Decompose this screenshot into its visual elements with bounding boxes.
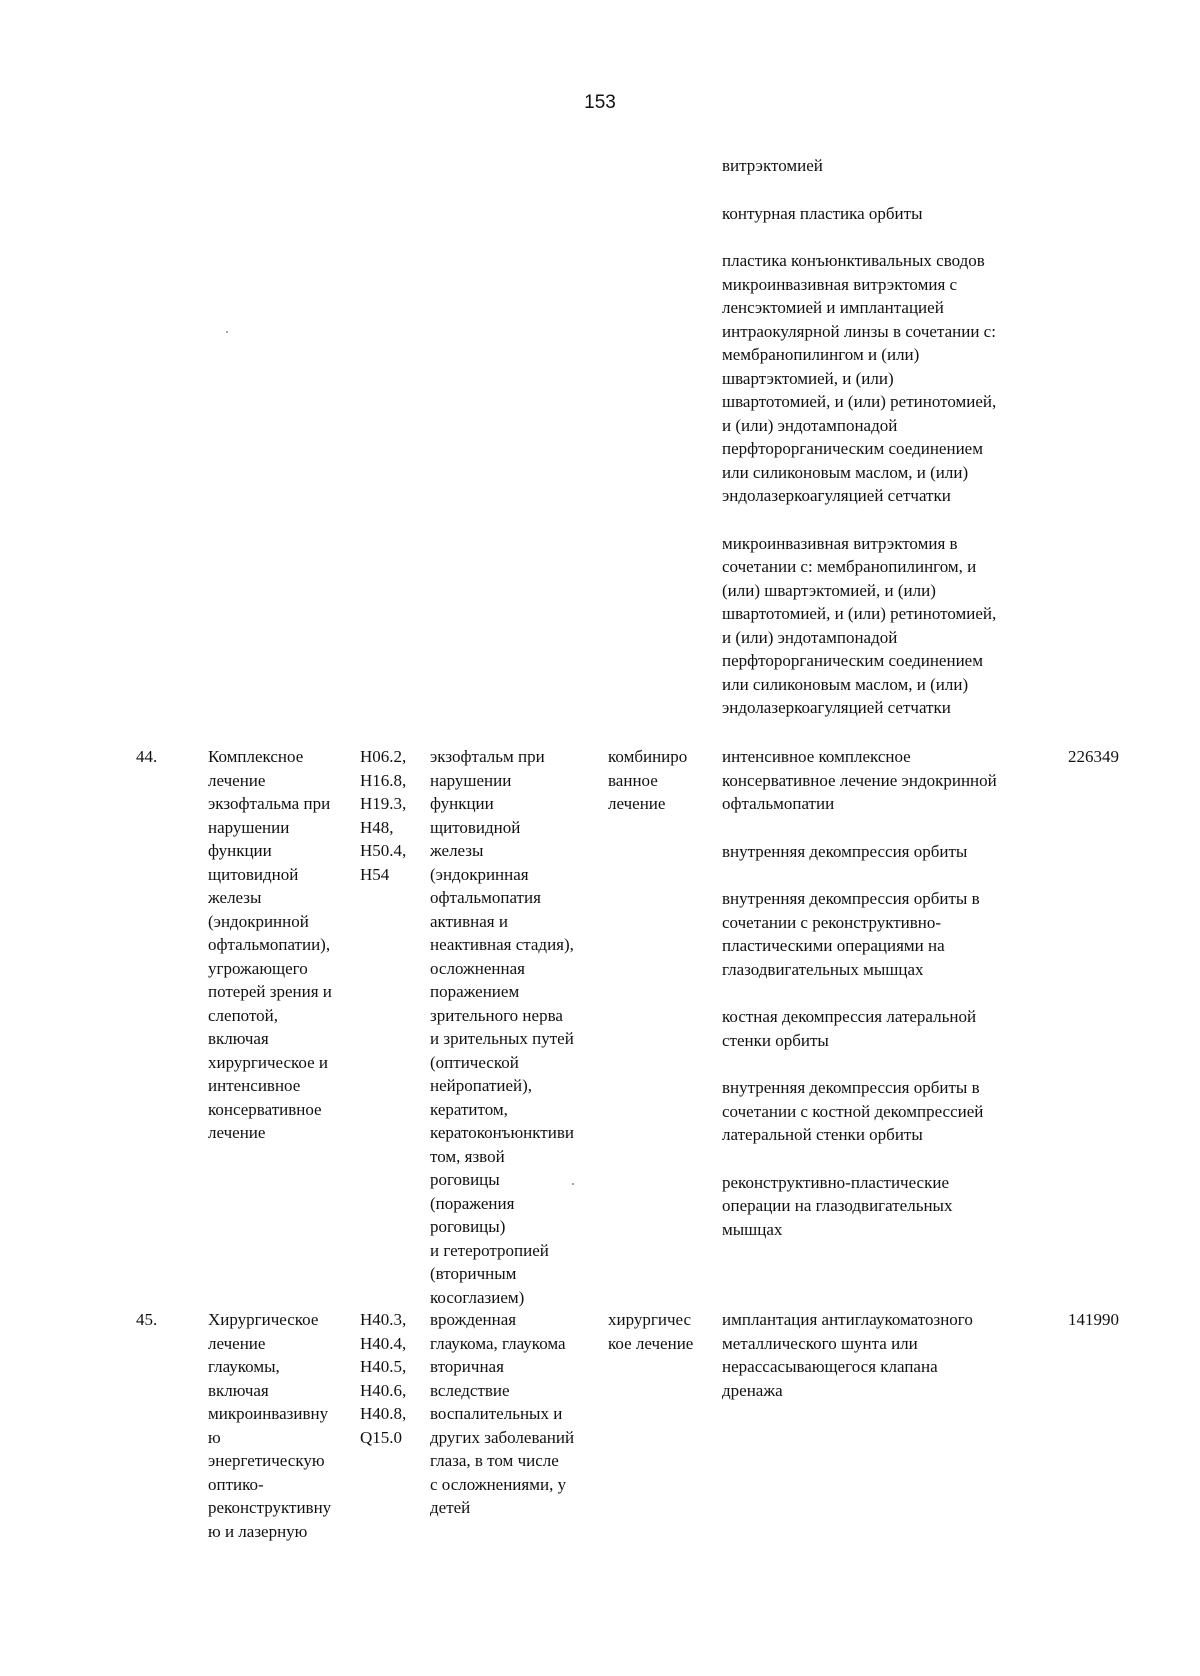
model-line: других заболеваний [430,1427,575,1447]
method-paragraph-line: сочетании с костной декомпрессией [722,1101,984,1121]
paragraph-gap [722,508,1052,532]
code-line: H40.6, [360,1380,407,1400]
code-line: H40.4, [360,1333,407,1353]
treatment-line: комбиниро [608,747,688,766]
model-line: осложненная [430,958,525,978]
model-line: глаза, в том числе [430,1451,559,1470]
method-paragraph-line: перфторорганическим соединением [722,651,983,670]
method-paragraph-line: мембранопилингом и (или) [722,345,920,364]
name-line: включая [208,1380,269,1400]
scan-speck [572,1183,574,1185]
name-line: железы [208,888,262,907]
paragraph-gap [722,981,997,1005]
row-45-cost: 141990 [1068,1310,1119,1329]
treatment-line: ванное [608,770,658,790]
method-paragraph [722,745,997,816]
model-line: роговицы) [430,1217,506,1236]
method-paragraph-line: металлического шунта или [722,1333,918,1353]
method-paragraph-line: микроинвазивная витрэктомия с [722,274,958,294]
code-line: H48, [360,817,394,837]
name-line: лечение [208,1333,266,1353]
code-line: H50.4, [360,841,407,860]
name-line: функции [208,841,272,860]
name-line: лечение [208,770,266,790]
row-44-codes [360,745,406,886]
model-line: активная и [430,911,508,931]
model-line: зрительного нерва [430,1005,563,1025]
model-line: глаукома, глаукома [430,1333,566,1353]
name-line: реконструктивну [208,1498,332,1517]
method-paragraph-line: внутренняя декомпрессия орбиты в [722,1078,980,1097]
method-paragraph-line: или силиконовым маслом, и (или) [722,674,969,694]
method-paragraph [722,249,1052,508]
method-paragraph-line: микроинвазивная витрэктомия в [722,533,958,553]
method-paragraph-line: перфторорганическим соединением [722,439,983,458]
name-line: микроинвазивну [208,1404,329,1423]
name-line: энергетическую [208,1451,325,1470]
model-line: кератоконъюнктиви [430,1123,574,1142]
continuation-methods [722,154,1052,720]
code-line: H06.2, [360,747,407,766]
model-line: том, язвой [430,1146,505,1166]
method-paragraph [722,840,997,864]
model-line: нейропатией), [430,1076,533,1095]
name-line: интенсивное [208,1076,301,1095]
method-paragraph [722,887,997,981]
scan-speck [226,331,228,333]
code-line: H16.8, [360,770,407,790]
model-line: железы [430,841,484,860]
method-paragraph-line: или силиконовым маслом, и (или) [722,462,969,482]
code-line: H19.3, [360,794,407,813]
name-line: Хирургическое [208,1310,319,1329]
name-line: глаукомы, [208,1357,280,1376]
model-line: функции [430,794,494,813]
name-line: нарушении [208,817,290,837]
method-paragraph-line: операции на глазодвигательных [722,1196,953,1215]
name-line: оптико- [208,1474,264,1494]
row-45-number: 45. [136,1310,158,1329]
paragraph-gap [722,178,1052,202]
row-44-cost: 226349 [1068,747,1119,766]
method-paragraph-line: консервативное лечение эндокринной [722,770,997,790]
row-45-codes [360,1308,406,1449]
method-paragraph-line: мышцах [722,1219,783,1239]
model-line: экзофтальм при [430,747,545,766]
treatment-line: хирургичес [608,1310,692,1329]
method-paragraph-line: и (или) эндотампонадой [722,627,898,647]
method-paragraph-line: витрэктомией [722,156,823,175]
method-paragraph-line: нерассасывающегося клапана [722,1357,938,1376]
name-line: (эндокринной [208,911,309,931]
method-paragraph-line: интраокулярной линзы в сочетании с: [722,321,996,341]
row-44-number: 44. [136,747,158,766]
name-line: ю [208,1427,221,1447]
name-line: щитовидной [208,864,299,884]
paragraph-gap [722,863,997,887]
model-line: (поражения [430,1193,515,1213]
method-paragraph-line: пластика конъюнктивальных сводов [722,251,985,270]
method-paragraph [722,154,1052,178]
model-line: поражением [430,982,520,1001]
code-line: H40.5, [360,1357,407,1376]
name-line: Комплексное [208,747,304,766]
model-line: кератитом, [430,1099,508,1119]
name-line: лечение [208,1123,266,1142]
paragraph-gap [722,225,1052,249]
treatment-line: кое лечение [608,1333,694,1353]
row-44-treatment-type [608,745,687,816]
method-paragraph-line: дренажа [722,1380,783,1400]
model-line: (вторичным [430,1264,517,1283]
method-paragraph [722,202,1052,226]
model-line: роговицы [430,1170,500,1189]
method-paragraph-line: швартотомией, и (или) ретинотомией, [722,392,997,411]
model-line: и гетеротропией [430,1240,549,1260]
row-44-patient-model [430,745,574,1309]
model-line: нарушении [430,770,512,790]
paragraph-gap [722,1147,997,1171]
method-paragraph-line: сочетании с: мембранопилингом, и [722,557,977,576]
method-paragraph-line: швартэктомией, и (или) [722,368,894,388]
method-paragraph-line: эндолазеркоагуляцией сетчатки [722,698,951,717]
row-44-name [208,745,332,1145]
name-line: потерей зрения и [208,982,332,1001]
paragraph-gap [722,1052,997,1076]
row-45-patient-model [430,1308,574,1520]
code-line: H54 [360,864,390,884]
treatment-line: лечение [608,794,666,813]
name-line: включая [208,1029,269,1048]
model-line: (эндокринная [430,864,529,884]
name-line: слепотой, [208,1005,279,1025]
name-line: консервативное [208,1099,322,1119]
name-line: ю и лазерную [208,1521,308,1541]
model-line: косоглазием) [430,1287,525,1307]
method-paragraph-line: (или) швартэктомией, и (или) [722,580,936,600]
row-44-methods [722,745,997,1241]
name-line: офтальмопатии), [208,935,331,954]
row-45-methods [722,1308,973,1402]
method-paragraph-line: глазодвигательных мышцах [722,959,924,979]
model-line: с осложнениями, у [430,1474,567,1494]
method-paragraph-line: офтальмопатии [722,794,835,813]
method-paragraph-line: реконструктивно-пластические [722,1172,950,1192]
model-line: воспалительных и [430,1404,563,1423]
model-line: детей [430,1498,471,1517]
method-paragraph-line: контурная пластика орбиты [722,203,923,223]
method-paragraph-line: пластическими операциями на [722,936,945,955]
row-45-treatment-type [608,1308,693,1355]
method-paragraph-line: интенсивное комплексное [722,747,911,766]
method-paragraph [722,1171,997,1242]
method-paragraph [722,532,1052,720]
model-line: щитовидной [430,817,521,837]
code-line: H40.8, [360,1404,407,1423]
method-paragraph-line: внутренняя декомпрессия орбиты [722,841,968,861]
page-number: 153 [584,92,616,113]
model-line: (оптической [430,1052,519,1072]
method-paragraph [722,1076,997,1147]
name-line: хирургическое и [208,1052,329,1072]
code-line: Q15.0 [360,1427,403,1447]
model-line: вследствие [430,1380,510,1400]
method-paragraph-line: ленсэктомией и имплантацией [722,298,944,317]
method-paragraph-line: внутренняя декомпрессия орбиты в [722,889,980,908]
method-paragraph-line: швартотомией, и (или) ретинотомией, [722,604,997,623]
method-paragraph-line: имплантация антиглаукоматозного [722,1310,973,1329]
model-line: вторичная [430,1357,504,1376]
method-paragraph-line: сочетании с реконструктивно- [722,912,942,932]
method-paragraph-line: костная декомпрессия латеральной [722,1007,977,1026]
method-paragraph-line: и (или) эндотампонадой [722,415,898,435]
method-paragraph-line: эндолазеркоагуляцией сетчатки [722,486,951,505]
name-line: экзофтальма при [208,794,331,813]
paragraph-gap [722,816,997,840]
model-line: врожденная [430,1310,517,1329]
method-paragraph [722,1308,973,1402]
code-line: H40.3, [360,1310,407,1329]
method-paragraph-line: латеральной стенки орбиты [722,1125,923,1144]
model-line: офтальмопатия [430,888,541,907]
row-45-name [208,1308,331,1543]
method-paragraph-line: стенки орбиты [722,1030,829,1050]
name-line: угрожающего [208,958,308,978]
model-line: и зрительных путей [430,1029,574,1048]
model-line: неактивная стадия), [430,935,574,954]
method-paragraph [722,1005,997,1052]
